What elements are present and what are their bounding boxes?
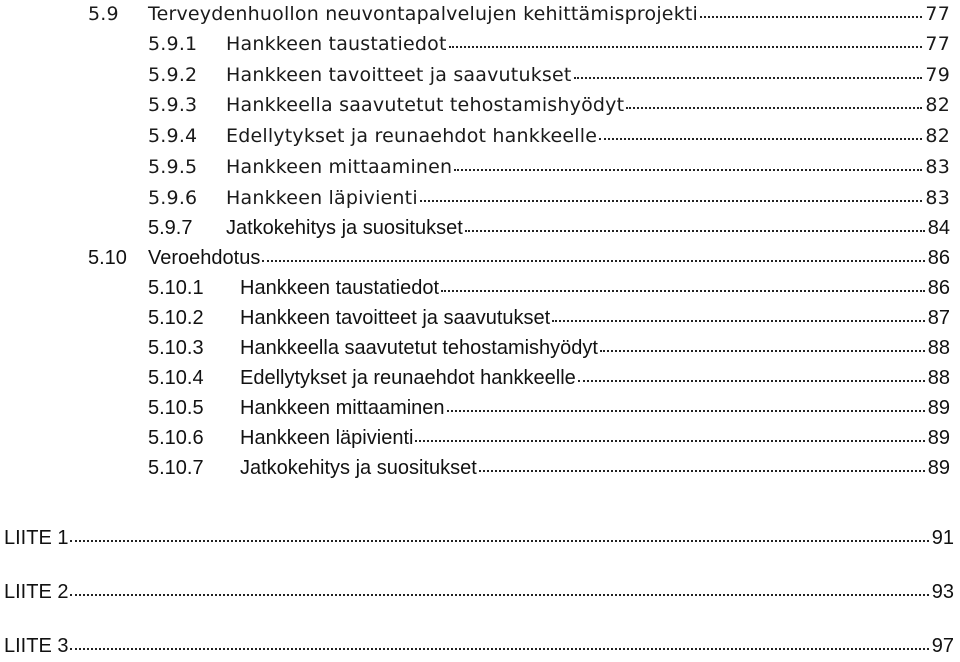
- toc-entry-number: 5.9.7: [148, 217, 193, 239]
- toc-entry-number: 5.10.1: [148, 277, 204, 299]
- toc-entry-number: 5.10.3: [148, 337, 204, 359]
- dot-leader: [70, 580, 928, 598]
- toc-appendix-entry[interactable]: [4, 634, 954, 658]
- toc-entry[interactable]: [148, 63, 950, 87]
- toc-entry-title: Hankkeen taustatiedot: [226, 33, 447, 55]
- toc-entry-page: 86: [927, 277, 950, 299]
- toc-entry-page: 89: [927, 397, 950, 419]
- dot-leader: [626, 93, 922, 111]
- toc-entry-number: 5.10.6: [148, 427, 204, 449]
- dot-leader: [578, 366, 925, 384]
- dot-leader: [262, 246, 924, 264]
- dot-leader: [479, 456, 925, 474]
- dot-leader: [552, 306, 925, 324]
- toc-entry[interactable]: [88, 2, 950, 26]
- toc-entry[interactable]: [88, 246, 950, 270]
- toc-entry-number: 5.10.7: [148, 457, 204, 479]
- toc-entry-number: 5.10.5: [148, 397, 204, 419]
- toc-entry-title: Edellytykset ja reunaehdot hankkeelle: [240, 367, 576, 389]
- toc-entry-title: LIITE 2: [4, 581, 69, 603]
- toc-entry[interactable]: [148, 306, 950, 330]
- toc-entry-page: 88: [927, 337, 950, 359]
- toc-entry-title: Hankkeen taustatiedot: [240, 277, 440, 299]
- toc-entry-page: 83: [925, 187, 950, 209]
- toc-entry-title: Jatkokehitys ja suositukset: [240, 457, 477, 479]
- toc-appendix-entry[interactable]: [4, 526, 954, 550]
- dot-leader: [574, 63, 923, 81]
- toc-entry[interactable]: [148, 186, 950, 210]
- toc-entry-title: Jatkokehitys ja suositukset: [226, 217, 463, 239]
- toc-entry[interactable]: [148, 32, 950, 56]
- toc-entry-title: Hankkeen tavoitteet ja saavutukset: [240, 307, 551, 329]
- toc-entry-title: LIITE 1: [4, 527, 69, 549]
- toc-entry-number: 5.9.1: [148, 33, 198, 55]
- dot-leader: [415, 426, 924, 444]
- toc-entry-number: 5.9.5: [148, 156, 198, 178]
- dot-leader: [447, 396, 925, 414]
- toc-entry-number: 5.9.3: [148, 94, 198, 116]
- dot-leader: [449, 32, 923, 50]
- toc-entry-title: Terveydenhuollon neuvontapalvelujen kehittämisprojekti: [148, 3, 699, 25]
- toc-entry[interactable]: [148, 366, 950, 390]
- toc-entry[interactable]: [148, 124, 950, 148]
- dot-leader: [599, 124, 922, 142]
- toc-entry-title: Veroehdotus: [148, 247, 261, 269]
- toc-entry-number: 5.9.2: [148, 64, 198, 86]
- toc-entry-page: 89: [927, 427, 950, 449]
- toc-entry-page: 79: [925, 64, 950, 86]
- toc-entry[interactable]: [148, 426, 950, 450]
- dot-leader: [454, 155, 922, 173]
- toc-entry-title: Hankkeen mittaaminen: [240, 397, 445, 419]
- dot-leader: [600, 336, 925, 354]
- toc-entry-number: 5.10.4: [148, 367, 204, 389]
- toc-entry-page: 82: [925, 94, 950, 116]
- dot-leader: [70, 634, 928, 652]
- toc-entry[interactable]: [148, 396, 950, 420]
- toc-entry-title: Edellytykset ja reunaehdot hankkeelle: [226, 125, 598, 147]
- dot-leader: [420, 186, 923, 204]
- toc-entry-title: Hankkeen mittaaminen: [226, 156, 453, 178]
- dot-leader: [700, 2, 922, 20]
- toc-entry-title: Hankkeella saavutetut tehostamishyödyt: [226, 94, 625, 116]
- dot-leader: [465, 216, 925, 234]
- toc-entry-number: 5.10.2: [148, 307, 204, 329]
- toc-entry[interactable]: [148, 276, 950, 300]
- toc-entry[interactable]: [148, 456, 950, 480]
- toc-entry-title: Hankkeen läpivienti: [226, 187, 418, 209]
- toc-entry-title: Hankkeen tavoitteet ja saavutukset: [226, 64, 572, 86]
- toc-entry-page: 82: [925, 125, 950, 147]
- toc-entry-number: 5.9.6: [148, 187, 198, 209]
- toc-entry-page: 89: [927, 457, 950, 479]
- toc-entry-page: 93: [931, 581, 954, 603]
- toc-entry-title: LIITE 3: [4, 635, 69, 657]
- toc-entry-page: 77: [925, 33, 950, 55]
- toc-entry-page: 84: [927, 217, 950, 239]
- toc-entry-page: 83: [925, 156, 950, 178]
- toc-entry[interactable]: [148, 155, 950, 179]
- toc-entry-title: Hankkeen läpivienti: [240, 427, 414, 449]
- toc-entry-number: 5.10: [88, 247, 127, 269]
- toc-entry[interactable]: [148, 216, 950, 240]
- dot-leader: [70, 526, 928, 544]
- toc-entry-page: 91: [931, 527, 954, 549]
- toc-entry-page: 97: [931, 635, 954, 657]
- toc-entry-page: 87: [927, 307, 950, 329]
- toc-entry-number: 5.9.4: [148, 125, 198, 147]
- toc-entry[interactable]: [148, 336, 950, 360]
- toc-entry-page: 88: [927, 367, 950, 389]
- toc-entry-page: 77: [925, 3, 950, 25]
- toc-entry[interactable]: [148, 93, 950, 117]
- toc-entry-number: 5.9: [88, 3, 119, 25]
- toc-entry-title: Hankkeella saavutetut tehostamishyödyt: [240, 337, 598, 359]
- toc-entry-page: 86: [927, 247, 950, 269]
- toc-appendix-entry[interactable]: [4, 580, 954, 604]
- dot-leader: [441, 276, 925, 294]
